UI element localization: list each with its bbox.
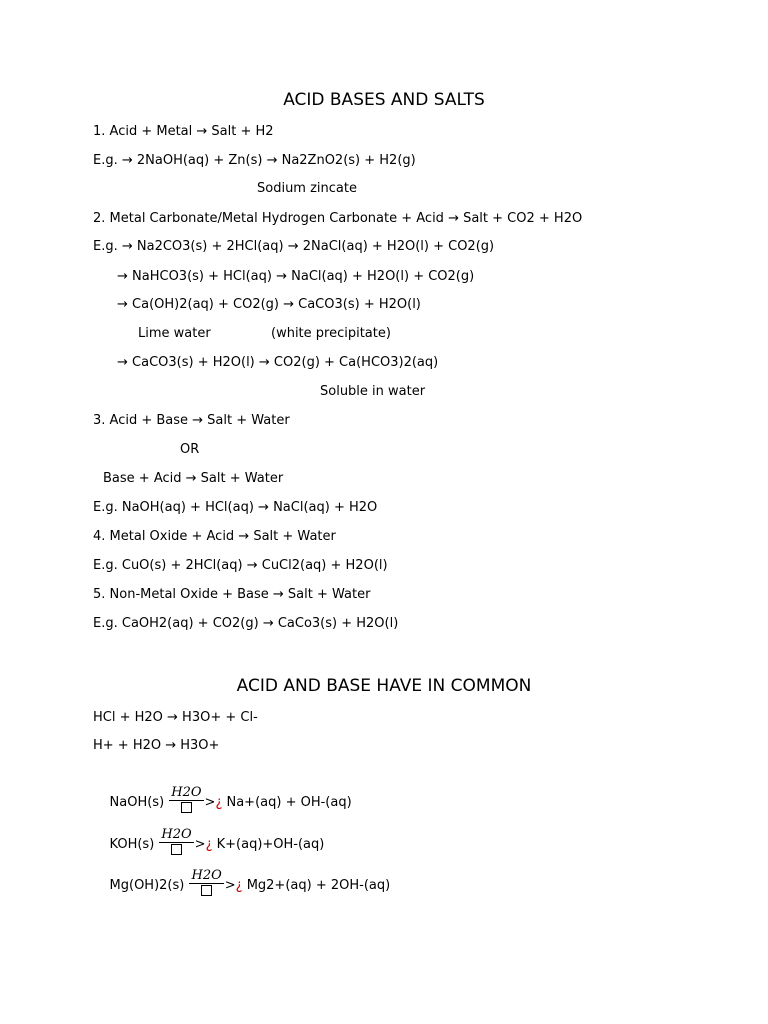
text-line: E.g. CuO(s) + 2HCl(aq) → CuCl2(aq) + H2O(l) — [93, 558, 388, 573]
text-line: 2. Metal Carbonate/Metal Hydrogen Carbonate + Acid → Salt + CO2 + H2O — [93, 211, 583, 226]
placeholder-box-icon — [159, 843, 193, 855]
fraction-numerator: H2O — [161, 827, 192, 842]
text-line: Sodium zincate — [257, 181, 357, 196]
inverted-question-mark: ¿ — [235, 878, 243, 893]
text-line: HCl + H2O → H3O+ + Cl- — [93, 710, 258, 725]
text-line: Lime water — [138, 326, 211, 341]
text-line: 4. Metal Oxide + Acid → Salt + Water — [93, 529, 336, 544]
equation-arrow: > — [204, 795, 216, 810]
equation-arrow: > — [224, 878, 236, 893]
text-line: → Ca(OH)2(aq) + CO2(g) → CaCO3(s) + H2O(l) — [117, 297, 421, 312]
equation-right: Mg2+(aq) + 2OH-(aq) — [242, 878, 391, 893]
text-line: H+ + H2O → H3O+ — [93, 738, 220, 753]
equation-right: K+(aq)+OH-(aq) — [212, 837, 325, 852]
equation-left: Mg(OH)2(s) — [109, 878, 189, 893]
section-title-acid-bases-salts: ACID BASES AND SALTS — [283, 90, 485, 110]
text-line: 3. Acid + Base → Salt + Water — [93, 413, 290, 428]
fraction — [159, 828, 193, 855]
text-line: E.g. → Na2CO3(s) + 2HCl(aq) → 2NaCl(aq) + H2O(l) + CO2(g) — [93, 239, 495, 254]
text-line: E.g. NaOH(aq) + HCl(aq) → NaCl(aq) + H2O — [93, 500, 378, 515]
equation-left: NaOH(s) — [109, 795, 169, 810]
inverted-question-mark: ¿ — [215, 795, 223, 810]
placeholder-box-icon — [189, 884, 223, 896]
equation-right: Na+(aq) + OH-(aq) — [222, 795, 352, 810]
equation-arrow: > — [194, 837, 206, 852]
text-line: → NaHCO3(s) + HCl(aq) → NaCl(aq) + H2O(l) + CO2(g) — [117, 269, 475, 284]
text-line: Soluble in water — [320, 384, 426, 399]
text-line: → CaCO3(s) + H2O(l) → CO2(g) + Ca(HCO3)2(aq) — [117, 355, 439, 370]
text-line: 1. Acid + Metal → Salt + H2 — [93, 124, 274, 139]
inverted-question-mark: ¿ — [205, 837, 213, 852]
text-line: Base + Acid → Salt + Water — [103, 471, 284, 486]
fraction-numerator: H2O — [171, 785, 202, 800]
fraction — [169, 786, 203, 813]
fraction — [189, 869, 223, 896]
text-line: E.g. → 2NaOH(aq) + Zn(s) → Na2ZnO2(s) + H2(g) — [93, 153, 416, 168]
equation-line — [93, 856, 390, 915]
text-line: 5. Non-Metal Oxide + Base → Salt + Water — [93, 587, 371, 602]
text-line: E.g. CaOH2(aq) + CO2(g) → CaCo3(s) + H2O(l) — [93, 616, 399, 631]
equation-left: KOH(s) — [109, 837, 159, 852]
section-title-acid-base-common: ACID AND BASE HAVE IN COMMON — [236, 676, 532, 696]
text-line: (white precipitate) — [271, 326, 391, 341]
text-line: OR — [180, 442, 200, 457]
placeholder-box-icon — [169, 801, 203, 813]
fraction-numerator: H2O — [191, 868, 222, 883]
